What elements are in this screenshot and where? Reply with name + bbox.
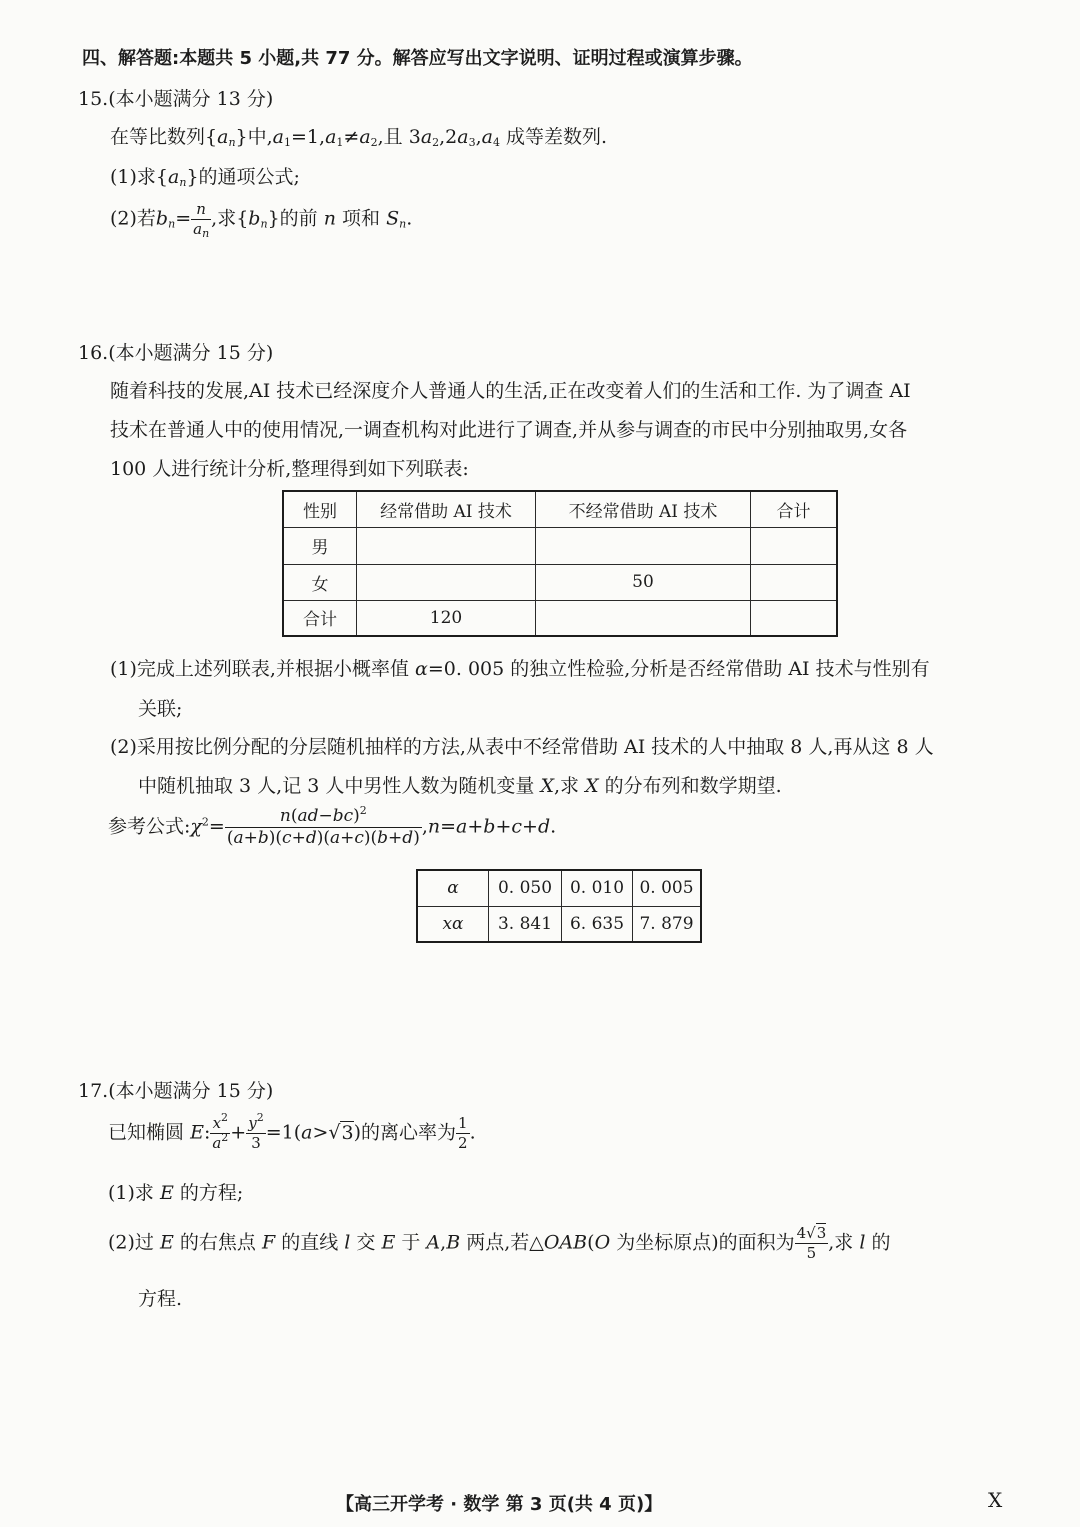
table-header-cell: xα xyxy=(417,906,489,942)
table-row xyxy=(417,906,701,942)
q16-paragraph-line-3: 100 人进行统计分析,整理得到如下列联表: xyxy=(110,458,469,480)
q17-part1: (1)求 E 的方程; xyxy=(108,1182,244,1204)
table-cell xyxy=(751,600,838,636)
q15-header: 15.(本小题满分 13 分) xyxy=(78,88,274,110)
q16-paragraph-line-2: 技术在普通人中的使用情况,一调查机构对此进行了调查,并从参与调查的市民中分别抽取男,女各 xyxy=(110,419,908,441)
table-row xyxy=(283,527,837,564)
table-cell: 0. 050 xyxy=(489,870,562,906)
table-cell: 女 xyxy=(283,564,357,600)
q16-paragraph-line-1: 随着科技的发展,AI 技术已经深度介人普通人的生活,正在改变着人们的生活和工作. 为了调查 AI xyxy=(110,380,911,402)
table-row xyxy=(417,870,701,906)
q16-part1-line-2: 关联; xyxy=(138,698,183,720)
critical-value-table xyxy=(416,869,702,943)
q17-intro: 已知椭圆 E: $\frac{x^2}{a^2}$ + $\frac{y^2}{3}$ =1(a>√3)的离心率为 $\frac{1}{2}$ . xyxy=(108,1111,476,1152)
page-footer: 【高三开学考 · 数学 第 3 页(共 4 页)】 xyxy=(336,1494,663,1515)
section-heading: 四、解答题:本题共 5 小题,共 77 分。解答应写出文字说明、证明过程或演算步骤。 xyxy=(82,48,753,69)
q17-header: 17.(本小题满分 15 分) xyxy=(78,1080,274,1102)
q15-intro: 在等比数列$\{a_n\}$中$,a_1=1,a_1\ne a_2$,且 $3a_2,2a_3,a_4$ 成等差数列. xyxy=(110,126,608,149)
table-cell: 男 xyxy=(283,527,357,564)
q17-part2-line-2: 方程. xyxy=(138,1288,183,1310)
table-cell: 120 xyxy=(357,600,536,636)
table-cell: 3. 841 xyxy=(489,906,562,942)
table-cell xyxy=(536,600,751,636)
table-cell: 6. 635 xyxy=(562,906,633,942)
table-cell: 0. 005 xyxy=(633,870,702,906)
q16-part1-line-1: (1)完成上述列联表,并根据小概率值 α=0. 005 的独立性检验,分析是否经常借助 AI 技术与性别有 xyxy=(110,658,930,680)
table-header-cell: 合计 xyxy=(751,491,838,527)
table-header-cell: 不经常借助 AI 技术 xyxy=(536,491,751,527)
q16-part2-line-2: 中随机抽取 3 人,记 3 人中男性人数为随机变量 X,求 X 的分布列和数学期望. xyxy=(138,775,782,797)
table-cell xyxy=(357,564,536,600)
table-cell xyxy=(751,527,838,564)
table-cell: 0. 010 xyxy=(562,870,633,906)
q15-part1: (1)求$\{a_n\}$的通项公式; xyxy=(110,166,300,189)
table-header-cell: α xyxy=(417,870,489,906)
paper-version-mark: X xyxy=(988,1488,1003,1512)
q16-part2-line-1: (2)采用按比例分配的分层随机抽样的方法,从表中不经常借助 AI 技术的人中抽取 8 人,再从这 8 人 xyxy=(110,736,934,758)
table-cell xyxy=(357,527,536,564)
table-cell xyxy=(536,527,751,564)
table-cell: 7. 879 xyxy=(633,906,702,942)
table-cell: 50 xyxy=(536,564,751,600)
contingency-table xyxy=(282,490,838,637)
table-header-cell: 性别 xyxy=(283,491,357,527)
q17-part2-line-1: (2)过 E 的右焦点 F 的直线 l 交 E 于 A,B 两点,若△OAB(O 为坐标原点)的面积为 $\frac{4√3}{5}$ ,求 l 的 xyxy=(108,1224,891,1262)
q15-part2: (2)若$b_n=$ $\frac{n}{a_n}$ ,求$\{b_n\}$的前 n 项和 $S_n$. xyxy=(110,200,413,240)
table-cell: 合计 xyxy=(283,600,357,636)
q16-header: 16.(本小题满分 15 分) xyxy=(78,342,274,364)
table-row xyxy=(283,600,837,636)
reference-formula: 参考公式$:\chi^2=$ $\frac{n(ad-bc)^2}{(a+b)(c+d)(a+c)(b+d)}$ ,n=a+b+c+d. xyxy=(108,804,557,848)
table-header-cell: 经常借助 AI 技术 xyxy=(357,491,536,527)
table-cell xyxy=(751,564,838,600)
table-row xyxy=(283,491,837,527)
table-row xyxy=(283,564,837,600)
